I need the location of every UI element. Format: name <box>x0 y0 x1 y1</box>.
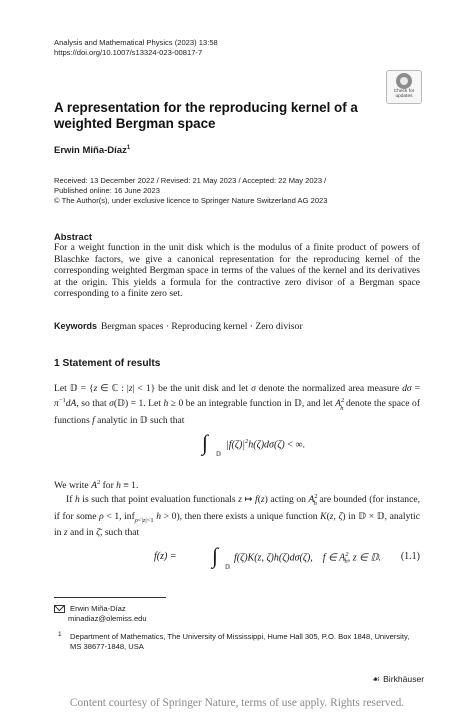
check-for-updates-icon <box>396 73 412 89</box>
paragraph-kernel: If h is such that point evaluation functionals z ↦ f(z) acting on $A^2_h$ are bounded (for instance, if for some ρ < 1, inf$_{\rho<|z|<1}$ h > 0), then there exists a unique function K(z, ζ) in 𝔻 × 𝔻, analytic in z and in ζ̄, such that <box>54 493 421 538</box>
footnote-text: Department of Mathematics, The University of Mississippi, Hume Hall 305, P.O. Box 1848, University, MS 38677-1848, USA <box>70 632 410 651</box>
journal-citation: Analysis and Mathematical Physics (2023) 13:58 <box>54 38 218 47</box>
article-history <box>54 176 414 205</box>
envelope-icon <box>54 605 65 613</box>
paragraph-define-a2: We write $A^2$ for h ≡ 1. <box>54 479 139 492</box>
copyright-line: © The Author(s), under exclusive licence to Springer Nature Switzerland AG 2023 <box>54 195 328 205</box>
contact-block <box>54 604 126 614</box>
contact-name: Erwin Miña-Díaz <box>70 604 126 613</box>
footnote-number: 1 <box>58 631 62 638</box>
footnote-rule <box>54 597 166 598</box>
section-heading: 1 Statement of results <box>54 358 161 369</box>
equation-reproducing: f(z) = ∫ 𝔻 f(ζ)K(z, ζ)h(ζ)dσ(ζ), f ∈ $A^2_h$, z ∈ 𝔻. (1.1) <box>154 543 420 571</box>
doi-link[interactable]: https://doi.org/10.1007/s13324-023-00817-7 <box>54 48 203 57</box>
publisher-name: Birkhäuser <box>383 674 425 684</box>
paragraph-intro: Let 𝔻 = {z ∈ ℂ : |z| < 1} be the unit disk and let σ denote the normalized area measure $d\sigma = \pi^{-1}dA$, so that σ(𝔻) = 1. Let h ≥ 0 be an integrable function in 𝔻, and let $A^2_h$ denote the space of functions f analytic in 𝔻 such that <box>54 383 421 426</box>
author-name: Erwin Miña-Díaz <box>54 145 127 157</box>
article-title: A representation for the reproducing kernel of a weighted Bergman space <box>54 100 358 131</box>
equation-number: (1.1) <box>400 551 420 562</box>
keywords-text: Bergman spaces · Reproducing kernel · Zero divisor <box>101 321 303 332</box>
author-line <box>54 145 130 156</box>
badge-line1: Check for <box>393 89 415 94</box>
abstract-text: For a weight function in the unit disk which is the modulus of a finite product of powers of Blaschke factors, we give a canonical representation for the reproducing kernel of the corresponding weighted Bergman space in terms of the values of the kernel and its derivatives at the origin. This yields a formula for the contractive zero divisor of a Bergman space corresponding to a finite zero set. <box>54 242 420 300</box>
published-date: Published online: 16 June 2023 <box>54 185 160 195</box>
equation-tail: < ∞. <box>287 439 305 451</box>
contact-email[interactable]: minadiaz@olemiss.edu <box>68 614 147 623</box>
abstract-heading: Abstract <box>54 231 93 242</box>
keywords-label: Keywords <box>54 321 98 331</box>
check-for-updates-badge[interactable] <box>386 70 422 104</box>
history-dates: Received: 13 December 2022 / Revised: 21 May 2023 / Accepted: 22 May 2023 / <box>54 176 327 185</box>
author-affiliation-mark: 1 <box>126 145 131 151</box>
birkhauser-logo-icon: ☙ <box>372 674 381 684</box>
equation-norm: ∫ 𝔻 $|f(\zeta)|^2h(\zeta)d\sigma(\zeta)$ < ∞. <box>202 430 305 458</box>
keywords-line <box>54 321 420 332</box>
badge-line2: updates <box>395 94 413 99</box>
journal-header <box>54 38 218 58</box>
publisher-mark <box>372 674 424 685</box>
courtesy-notice: Content courtesy of Springer Nature, terms of use apply. Rights reserved. <box>69 697 405 709</box>
